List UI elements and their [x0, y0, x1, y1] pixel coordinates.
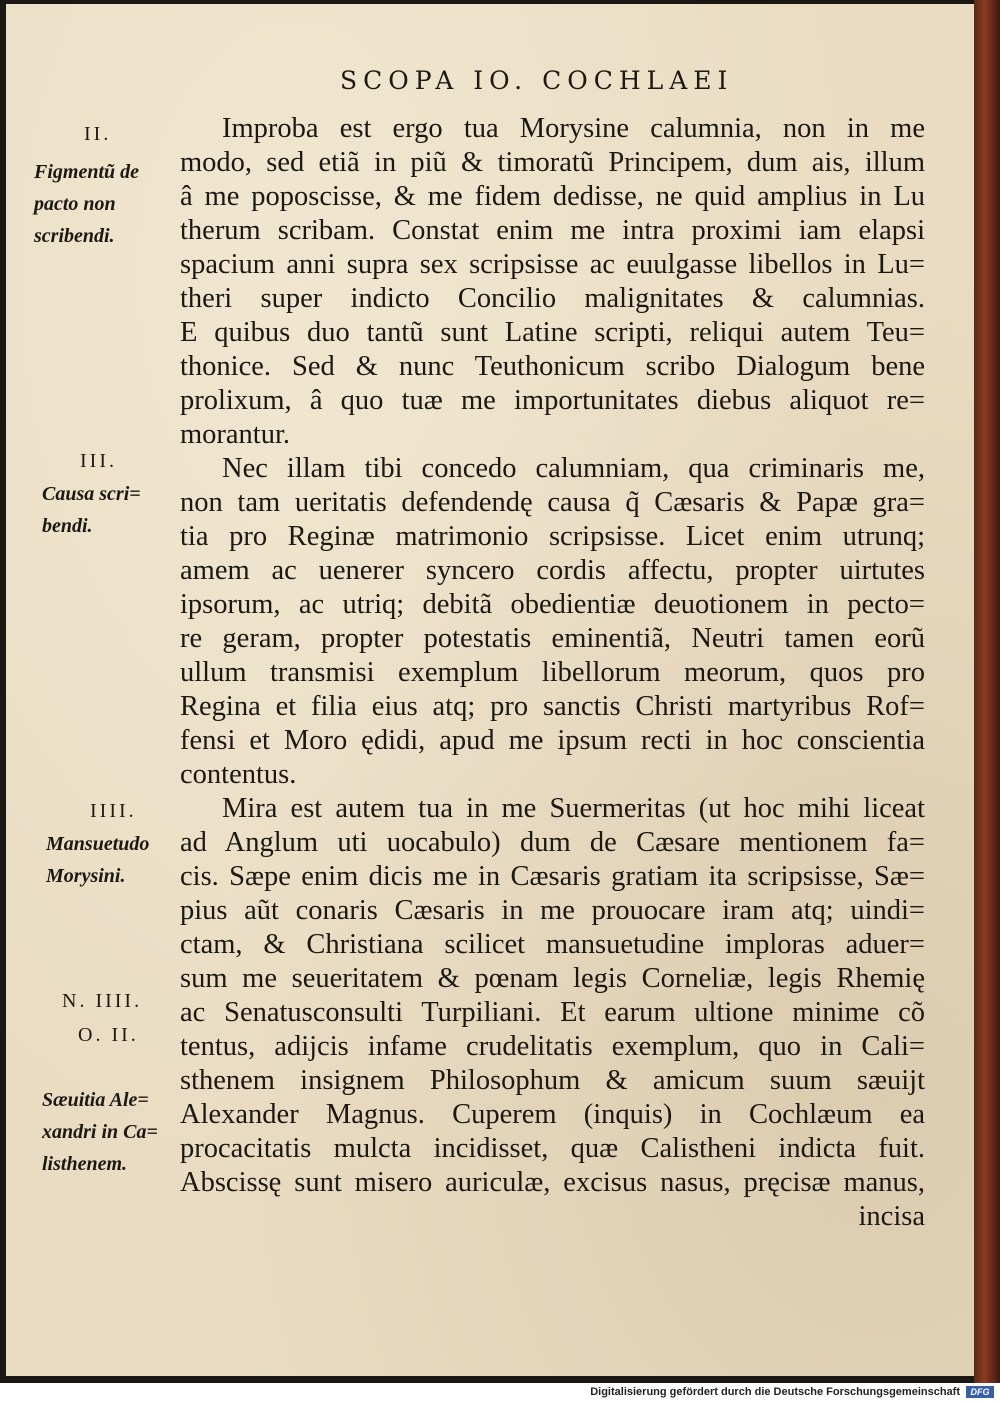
text-line: re geram, propter potestatis eminentiã, Neutri tamen eorũ — [180, 623, 925, 654]
text-line: sthenem insignem Philosophum & amicum suum sæuijt — [180, 1065, 925, 1096]
text-line: theri super indicto Concilio malignitates & calumnias. — [180, 283, 925, 314]
text-line: ad Anglum uti uocabulo) dum de Cæsare mentionem fa= — [180, 827, 925, 858]
footer-bar — [0, 1383, 1000, 1402]
text-line: modo, sed etiã in piũ & timoratũ Principem, dum ais, illum — [180, 147, 925, 178]
text-line: sum me seueritatem & pœnam legis Corneliæ, legis Rhemię — [180, 963, 925, 994]
text-line: Nec illam tibi concedo calumniam, qua criminaris me, — [222, 453, 925, 484]
margin-reference: O. II. — [78, 1024, 139, 1046]
text-line: amem ac uenerer syncero cordis affectu, propter uirtutes — [180, 555, 925, 586]
dfg-logo: DFG — [966, 1386, 994, 1398]
margin-note: Mansuetudo — [46, 833, 150, 855]
running-head: SCOPA IO. COCHLAEI — [340, 66, 734, 95]
footer-credit: Digitalisierung gefördert durch die Deutsche Forschungsgemeinschaft — [590, 1386, 960, 1398]
text-line: procacitatis mulcta incidisset, quæ Calistheni indicta fuit. — [180, 1133, 925, 1164]
body-text — [180, 112, 925, 1234]
margin-number: II. — [84, 123, 112, 145]
text-line: prolixum, â quo tuæ me importunitates diebus aliquot re= — [180, 385, 925, 416]
text-line: tia pro Reginæ matrimonio scripsisse. Licet enim utrunq; — [180, 521, 925, 552]
text-line: Abscissę sunt misero auriculæ, excisus nasus, pręcisæ manus, — [180, 1167, 925, 1198]
text-line: ipsorum, ac utriq; debitã obedientiæ deuotionem in pecto= — [180, 589, 925, 620]
margin-note: Morysini. — [46, 865, 126, 887]
text-line: Alexander Magnus. Cuperem (inquis) in Cochlæum ea — [180, 1099, 925, 1130]
margin-note: xandri in Ca= — [42, 1121, 158, 1143]
text-line: Improba est ergo tua Morysine calumnia, non in me — [222, 113, 925, 144]
book-edge — [974, 0, 1000, 1383]
text-line: Regina et filia eius atq; pro sanctis Christi martyribus Rof= — [180, 691, 925, 722]
margin-note: pacto non — [34, 193, 116, 215]
text-line: non tam ueritatis defendendę causa q̃ Cæsaris & Papæ gra= — [180, 487, 925, 518]
margin-reference: N. IIII. — [62, 990, 143, 1012]
margin-number: III. — [80, 450, 117, 472]
text-line: â me poposcisse, & me fidem dedisse, ne quid amplius in Lu — [180, 181, 925, 212]
text-line: contentus. — [180, 759, 297, 790]
margin-note: scribendi. — [34, 225, 115, 247]
margin-note: listhenem. — [42, 1153, 128, 1175]
text-line: thonice. Sed & nunc Teuthonicum scribo Dialogum bene — [180, 351, 925, 382]
text-line: tentus, adijcis infame crudelitatis exemplum, quo in Cali= — [180, 1031, 925, 1062]
text-line: ctam, & Christiana scilicet mansuetudine imploras aduer= — [180, 929, 925, 960]
margin-number: IIII. — [90, 800, 137, 822]
text-line: E quibus duo tantũ sunt Latine scripti, reliqui autem Teu= — [180, 317, 925, 348]
margin-note: Figmentũ de — [34, 161, 140, 183]
text-line: fensi et Moro ędidi, apud me ipsum recti in hoc conscientia — [180, 725, 925, 756]
text-line: ac Senatusconsulti Turpiliani. Et earum ultione minime cõ — [180, 997, 925, 1028]
text-line: Mira est autem tua in me Suermeritas (ut hoc mihi liceat — [222, 793, 925, 824]
text-line: therum scribam. Constat enim me intra proximi iam elapsi — [180, 215, 925, 246]
text-line: pius aũt conaris Cæsaris in me prouocare iram atq; uindi= — [180, 895, 925, 926]
text-line: ullum transmisi exemplum libellorum meorum, quos pro — [180, 657, 925, 688]
text-line: cis. Sæpe enim dicis me in Cæsaris gratiam ita scripsisse, Sæ= — [180, 861, 925, 892]
margin-note: Sæuitia Ale= — [42, 1089, 149, 1111]
text-line: spacium anni supra sex scripsisse ac euulgasse libellos in Lu= — [180, 249, 925, 280]
margin-note: bendi. — [42, 515, 93, 537]
catchword: incisa — [858, 1201, 925, 1232]
margin-note: Causa scri= — [42, 483, 141, 505]
text-line: morantur. — [180, 419, 291, 450]
